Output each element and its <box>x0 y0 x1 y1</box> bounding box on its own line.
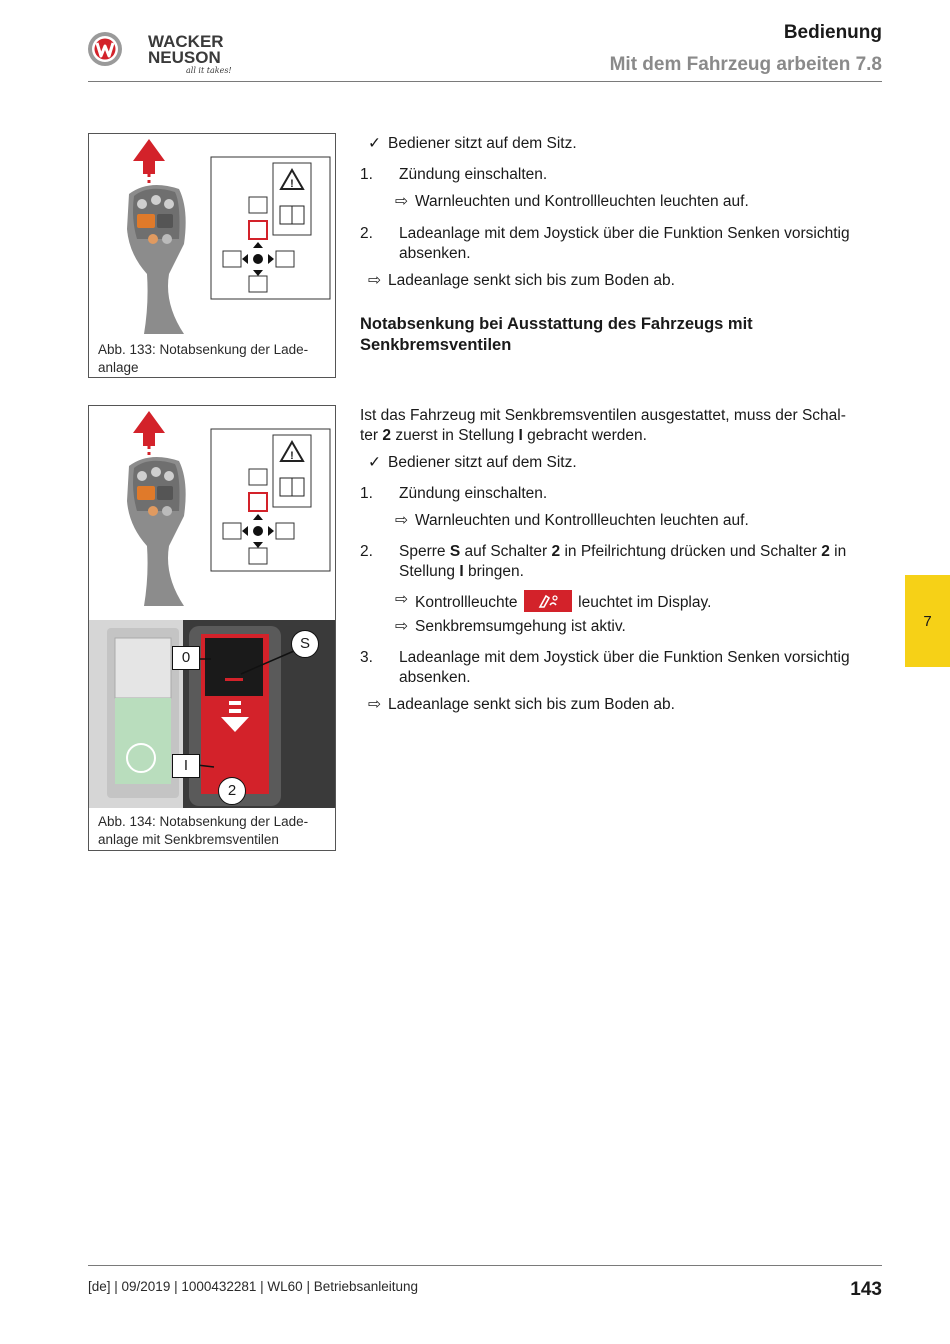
arrow-up-icon <box>133 139 165 174</box>
label-0 <box>172 646 200 670</box>
t: in <box>829 543 847 560</box>
intro-bold: I <box>518 427 523 444</box>
step-text-line: Ladeanlage mit dem Joystick über die Funktion Senken vorsichtig <box>399 225 850 242</box>
svg-text:!: ! <box>290 450 294 462</box>
result-arrow-icon: ⇨ <box>368 272 381 289</box>
logo-brand-line2: NEUSON <box>148 48 221 67</box>
svg-text:!: ! <box>290 178 294 190</box>
header-divider <box>88 81 882 82</box>
result-text: leuchtet im Display. <box>578 594 712 611</box>
b: I <box>459 563 464 580</box>
footer-text: [de] | 09/2019 | 1000432281 | WL60 | Betriebsanleitung <box>88 1279 419 1294</box>
step-text-line: absenken. <box>399 245 471 262</box>
label-2-text: 2 <box>227 782 237 799</box>
page-title: Bedienung <box>783 22 882 43</box>
step-result: Warnleuchten und Kontrollleuchten leuchten auf. <box>415 193 749 210</box>
heading-line: Notabsenkung bei Ausstattung des Fahrzeugs mit <box>360 315 753 333</box>
logo-slogan: all it takes! <box>186 66 232 75</box>
step-text-line: Ladeanlage mit dem Joystick über die Funktion Senken vorsichtig <box>399 649 850 666</box>
b: 2 <box>551 543 561 560</box>
t: auf Schalter <box>460 543 552 560</box>
step-number: 1. <box>360 485 373 502</box>
figure-134 <box>88 405 336 851</box>
logo-emblem-icon <box>86 28 246 76</box>
wacker-neuson-logo <box>86 28 246 76</box>
arrow-up-icon <box>133 411 165 446</box>
intro-bold: 2 <box>382 427 392 444</box>
logo-brand-line1: WACKER <box>148 32 224 51</box>
step-text-line <box>399 562 879 582</box>
result-arrow-icon: ⇨ <box>368 696 381 713</box>
joystick-illustration <box>89 134 335 339</box>
label-s-text: S <box>299 635 310 652</box>
step-result <box>415 590 711 613</box>
step-result: Warnleuchten und Kontrollleuchten leuchten auf. <box>415 512 749 529</box>
figure-caption: Abb. 133: Notabsenkung der Lade-anlage <box>98 342 309 375</box>
final-result: Ladeanlage senkt sich bis zum Boden ab. <box>388 696 675 713</box>
step-result: Senkbremsumgehung ist aktiv. <box>415 618 626 635</box>
brake-bypass-indicator-icon <box>524 590 572 612</box>
chapter-tab-label: 7 <box>923 613 932 630</box>
t: Stellung <box>399 563 460 580</box>
step-text: Zündung einschalten. <box>399 166 548 183</box>
figure-caption: Abb. 134: Notabsenkung der Lade-anlage mit Senkbremsventilen <box>98 814 309 847</box>
result-arrow-icon: ⇨ <box>395 591 408 608</box>
step-number: 3. <box>360 649 373 666</box>
step-text <box>399 224 879 264</box>
t: in Pfeilrichtung drücken und Schalter <box>560 543 822 560</box>
step-number: 2. <box>360 225 373 242</box>
result-arrow-icon: ⇨ <box>395 512 408 529</box>
label-i <box>172 754 200 778</box>
label-2 <box>218 777 246 805</box>
result-arrow-icon: ⇨ <box>395 193 408 210</box>
check-icon: ✓ <box>368 135 381 152</box>
step-number: 2. <box>360 543 373 560</box>
page-number: 143 <box>850 1279 882 1300</box>
footer-divider <box>88 1265 882 1266</box>
intro-line <box>360 426 870 446</box>
step-number: 1. <box>360 166 373 183</box>
intro-text: zuerst in Stellung <box>391 427 519 444</box>
step-text-line <box>399 542 879 562</box>
check-icon: ✓ <box>368 454 381 471</box>
step-text-line: absenken. <box>399 669 471 686</box>
section-heading <box>360 314 880 356</box>
t: bringen. <box>463 563 524 580</box>
label-0-text: 0 <box>181 649 191 666</box>
result-text: Kontrollleuchte <box>415 594 518 611</box>
chapter-tab[interactable] <box>905 575 950 667</box>
intro-line: Ist das Fahrzeug mit Senkbremsventilen ausgestattet, muss der Schal- <box>360 407 846 424</box>
joystick-switch-illustration <box>89 406 335 811</box>
intro-text: gebracht werden. <box>522 427 647 444</box>
intro-paragraph <box>360 406 870 446</box>
figure-133 <box>88 133 336 378</box>
final-result: Ladeanlage senkt sich bis zum Boden ab. <box>388 272 675 289</box>
intro-text: ter <box>360 427 383 444</box>
t: Sperre <box>399 543 450 560</box>
label-s <box>291 630 319 658</box>
precondition: Bediener sitzt auf dem Sitz. <box>388 454 577 471</box>
step-text <box>399 542 879 582</box>
b: S <box>449 543 461 560</box>
step-text: Zündung einschalten. <box>399 485 548 502</box>
b: 2 <box>821 543 830 560</box>
page-subtitle: Mit dem Fahrzeug arbeiten 7.8 <box>609 54 882 75</box>
heading-line: Senkbremsventilen <box>360 336 512 354</box>
precondition: Bediener sitzt auf dem Sitz. <box>388 135 577 152</box>
step-text <box>399 648 879 688</box>
label-i-text: I <box>183 757 189 774</box>
result-arrow-icon: ⇨ <box>395 618 408 635</box>
